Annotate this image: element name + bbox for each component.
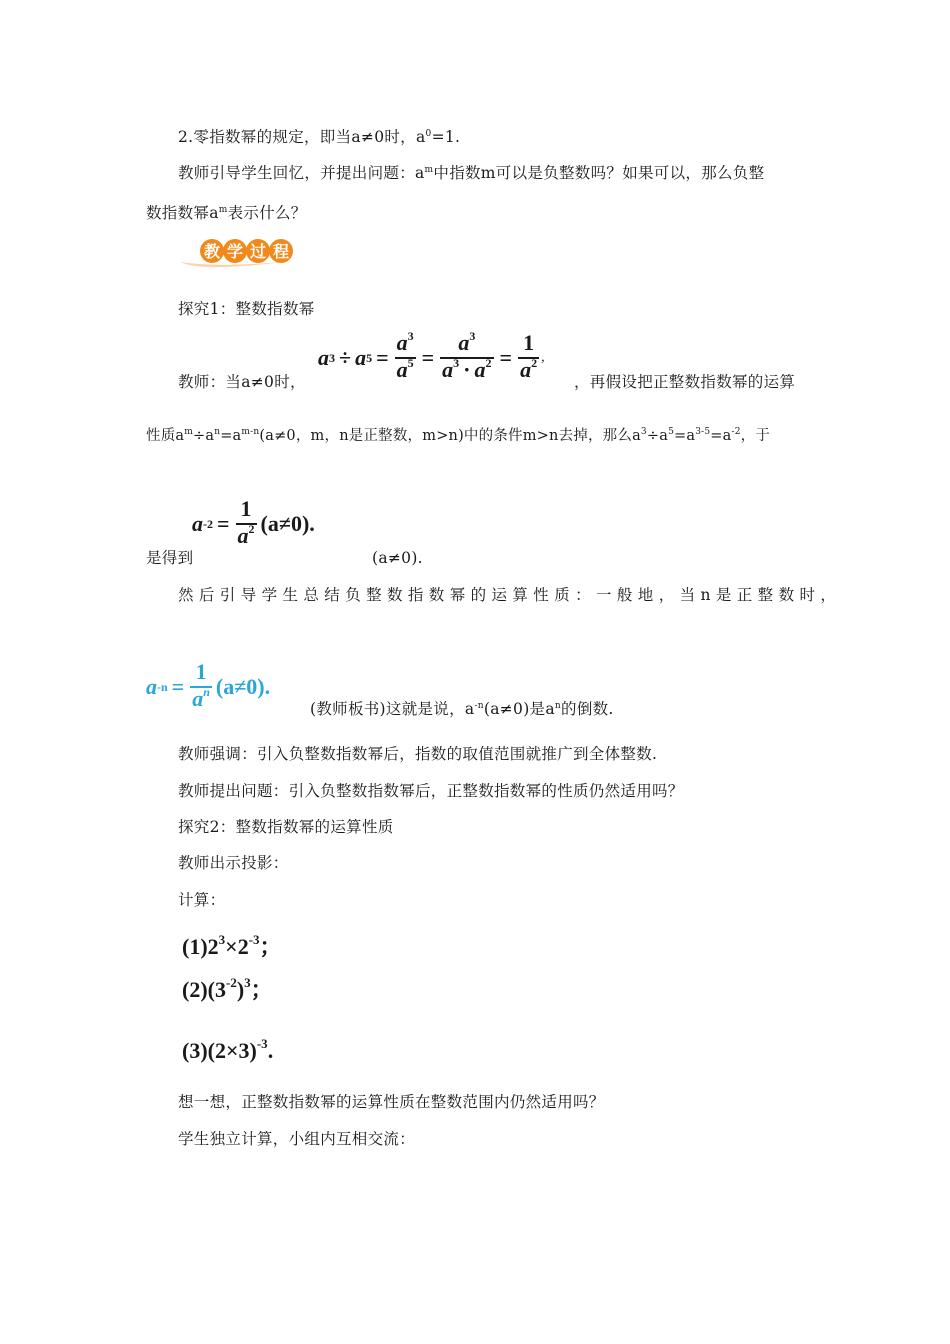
- text: 然后引导学生总结负整数指数幂的运算性质：一般地，当n是正整数时，: [178, 586, 842, 604]
- badge-char: 程: [272, 242, 290, 261]
- operator: =: [421, 345, 435, 370]
- var: a: [474, 357, 486, 382]
- text: (a≠0).: [372, 549, 423, 567]
- text: 教师强调：引入负整数指数幂后，指数的取值范围就推广到全体整数.: [178, 745, 658, 763]
- text: =a: [220, 428, 242, 444]
- exponent: 2: [531, 356, 538, 370]
- exponent: 5: [407, 356, 414, 370]
- text: 中指数m可以是负整数吗？如果可以，那么负整: [433, 164, 765, 182]
- operator: ÷: [339, 345, 352, 370]
- text: ，于: [740, 428, 771, 444]
- fraction: [440, 329, 493, 384]
- text: 教师引导学生回忆，并提出问题：a: [178, 164, 425, 182]
- student-activity: [178, 1129, 415, 1149]
- obtain-line-a: [146, 548, 193, 568]
- superscript: -2: [731, 427, 741, 437]
- property-line: [146, 426, 770, 446]
- text: (a≠0，m，n是正整数，m>n)中的条件m>n去掉，那么a: [259, 428, 641, 444]
- teacher-line-a: [178, 372, 306, 392]
- text: 教师提出问题：引入负整数指数幂后，正整数指数幂的性质仍然适用吗？: [178, 782, 684, 800]
- numeral: 1: [523, 330, 535, 355]
- text: 数指数幂a: [146, 204, 219, 222]
- text: ；: [259, 934, 282, 959]
- badge-char: 教: [203, 242, 221, 261]
- text: =1.: [431, 128, 461, 146]
- exponent: 3: [244, 975, 251, 990]
- teaching-process-badge: [178, 236, 302, 270]
- calc-label: [178, 890, 225, 910]
- comma: ,: [541, 350, 545, 365]
- var: a: [458, 330, 470, 355]
- fraction: [190, 661, 212, 713]
- fraction: [518, 332, 539, 384]
- calc-item-2: [182, 973, 273, 1004]
- badge-char: 过: [249, 242, 267, 261]
- numeral: 1: [240, 496, 252, 521]
- var: a: [442, 357, 454, 382]
- exponent: -2: [225, 975, 237, 990]
- text: 性质a: [146, 428, 185, 444]
- text: 的倒数.: [561, 700, 614, 718]
- text: 学生独立计算，小组内互相交流：: [178, 1130, 416, 1148]
- superscript: 0: [425, 129, 432, 139]
- text: ÷a: [192, 428, 215, 444]
- teacher-question: [178, 163, 764, 183]
- fraction: [395, 329, 416, 384]
- text: ，再假设把正整数指数幂的运算: [574, 373, 796, 391]
- text: 2.零指数幂的规定，即当a≠0时，a: [178, 128, 426, 146]
- condition: (a≠0).: [260, 511, 315, 536]
- explore-2-heading: [178, 817, 394, 837]
- superscript: m-n: [241, 427, 260, 437]
- operator: =: [171, 674, 185, 699]
- think-question: [178, 1092, 605, 1112]
- var: a: [396, 357, 408, 382]
- text: 表示什么？: [227, 204, 307, 222]
- badge-swoosh-icon: [178, 236, 302, 270]
- explore-1-heading: [178, 299, 315, 319]
- fraction: [236, 498, 257, 550]
- calc-item-3: [182, 1038, 273, 1064]
- text: 是得到: [146, 549, 194, 567]
- text: ): [236, 977, 245, 1002]
- text: (教师板书)这就是说，a: [310, 700, 475, 718]
- var: a: [237, 523, 249, 548]
- exponent: 3: [469, 329, 476, 343]
- var: a: [192, 686, 204, 711]
- text: (1)2: [182, 934, 219, 959]
- text: 计算：: [178, 891, 226, 909]
- superscript: -n: [474, 701, 484, 711]
- formula-negative-n: a -n = $\frac{1}{a^n}$ (a≠0).: [146, 659, 271, 711]
- text: 想一想，正整数指数幂的运算性质在整数范围内仍然适用吗？: [178, 1093, 605, 1111]
- text: 教师：当a≠0时，: [178, 373, 306, 391]
- superscript: m: [184, 427, 193, 437]
- superscript: n: [214, 427, 221, 437]
- text: (3)(2×3): [182, 1038, 257, 1063]
- text: ×2: [225, 934, 249, 959]
- teacher-emphasis: [178, 744, 657, 764]
- exponent: 2: [248, 522, 255, 536]
- board-note-line: [310, 699, 614, 719]
- text: 探究2：整数指数幂的运算性质: [178, 818, 394, 836]
- text: 探究1：整数指数幂: [178, 300, 315, 318]
- superscript: 3: [640, 427, 647, 437]
- var: a: [520, 357, 532, 382]
- var: a: [192, 511, 203, 536]
- teacher-question-2: [178, 781, 684, 801]
- exponent: -3: [256, 1036, 268, 1051]
- teacher-line-b: [574, 372, 795, 392]
- badge-char: 学: [226, 242, 244, 261]
- text: .: [267, 1038, 274, 1063]
- numeral: 1: [195, 659, 207, 684]
- text: =a: [710, 428, 732, 444]
- text: ；: [250, 977, 273, 1002]
- teacher-question-cont: [146, 203, 307, 223]
- var: a: [318, 345, 329, 370]
- superscript: n: [554, 701, 562, 711]
- text: ÷a: [646, 428, 669, 444]
- operator: =: [499, 345, 513, 370]
- var: a: [146, 674, 157, 699]
- exponent: n: [203, 685, 210, 699]
- text: (a≠0)是a: [483, 700, 555, 718]
- text: (2)(3: [182, 977, 226, 1002]
- operator: ·: [463, 357, 471, 382]
- superscript: m: [218, 205, 228, 215]
- superscript: 5: [668, 427, 674, 437]
- exponent: 3: [407, 329, 414, 343]
- text: =a: [674, 428, 696, 444]
- var: a: [355, 345, 367, 370]
- superscript: 3-5: [695, 427, 711, 437]
- summary-line: [178, 585, 841, 605]
- exponent: 2: [485, 356, 492, 370]
- rule-zero-exponent: [178, 127, 460, 147]
- formula-division-example: a 3 ÷ a 5 = $\frac{a^3}{a^5}$ = $\frac{a^3}{a^3 \cdot a^2}$ = $\frac{1}{a^2}$ ,: [318, 329, 545, 382]
- formula-negative-two: a -2 = $\frac{1}{a^2}$ (a≠0).: [192, 496, 315, 548]
- exponent: 3: [453, 356, 460, 370]
- obtain-line-b: [372, 548, 423, 568]
- superscript: m: [424, 165, 434, 175]
- var: a: [396, 330, 408, 355]
- exponent: -3: [248, 932, 260, 947]
- condition: (a≠0).: [215, 674, 271, 699]
- calc-item-1: [182, 930, 282, 961]
- text: 教师出示投影：: [178, 854, 289, 872]
- operator: =: [217, 511, 230, 536]
- teacher-projection: [178, 853, 289, 873]
- exponent: 3: [218, 932, 226, 947]
- operator: =: [376, 345, 389, 370]
